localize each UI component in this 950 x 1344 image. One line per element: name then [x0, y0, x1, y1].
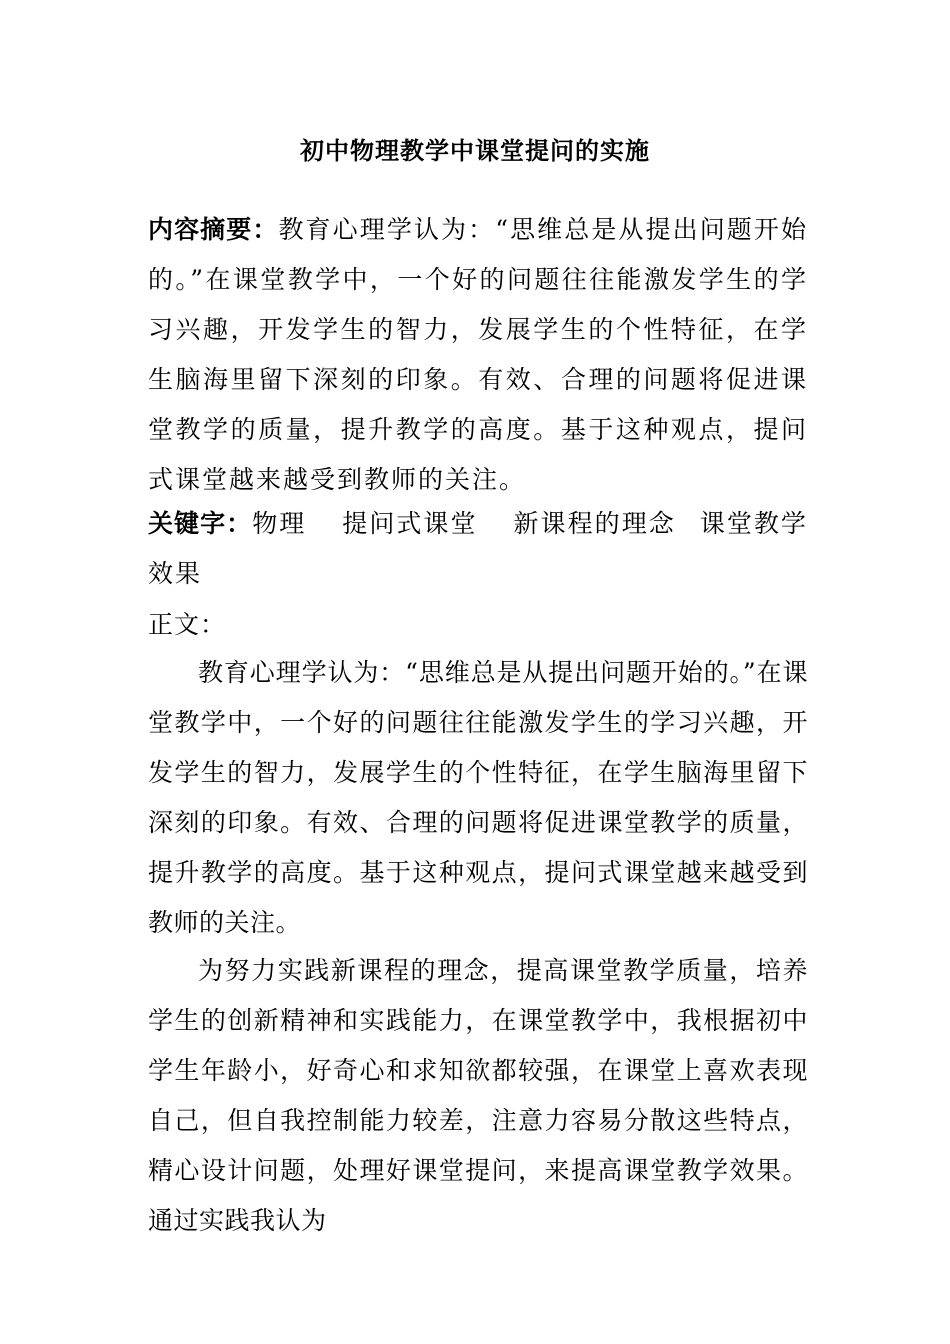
body-paragraph: 教育心理学认为：“思维总是从提出问题开始的。”在课堂教学中，一个好的问题往往能激发学生的学习兴趣，开发学生的智力，发展学生的个性特征，在学生脑海里留下深刻的印象。有效、合理的问题将促进课堂教学的质量，提升教学的高度。基于这种观点，提问式课堂越来越受到教师的关注。 [148, 658, 808, 937]
body-heading [148, 600, 808, 650]
body-label: 正文： [148, 610, 227, 639]
abstract-label: 内容摘要： [148, 215, 279, 244]
body-paragraph: 为努力实践新课程的理念，提高课堂教学质量，培养学生的创新精神和实践能力，在课堂教学中，我根据初中学生年龄小，好奇心和求知欲都较强，在课堂上喜欢表现自己，但自我控制能力较差，注意力容易分散这些特点，精心设计问题，处理好课堂提问，来提高课堂教学效果。通过实践我认为 [148, 956, 808, 1235]
keyword-item: 新课程的理念 [513, 509, 676, 538]
document-title: 初中物理教学中课堂提问的实施 [300, 136, 650, 165]
keyword-item: 物理 [252, 509, 307, 538]
keywords-section [148, 499, 808, 599]
keyword-item: 课堂教学效果 [148, 509, 808, 588]
keyword-item: 提问式课堂 [342, 509, 478, 538]
abstract-text: 教育心理学认为：“思维总是从提出问题开始的。”在课堂教学中，一个好的问题往往能激发学生的学习兴趣，开发学生的智力，发展学生的个性特征，在学生脑海里留下深刻的印象。有效、合理的问题将促进课堂教学的质量，提升教学的高度。基于这种观点，提问式课堂越来越受到教师的关注。 [148, 215, 808, 494]
keywords-label: 关键字： [148, 509, 253, 538]
abstract-section [148, 205, 808, 505]
